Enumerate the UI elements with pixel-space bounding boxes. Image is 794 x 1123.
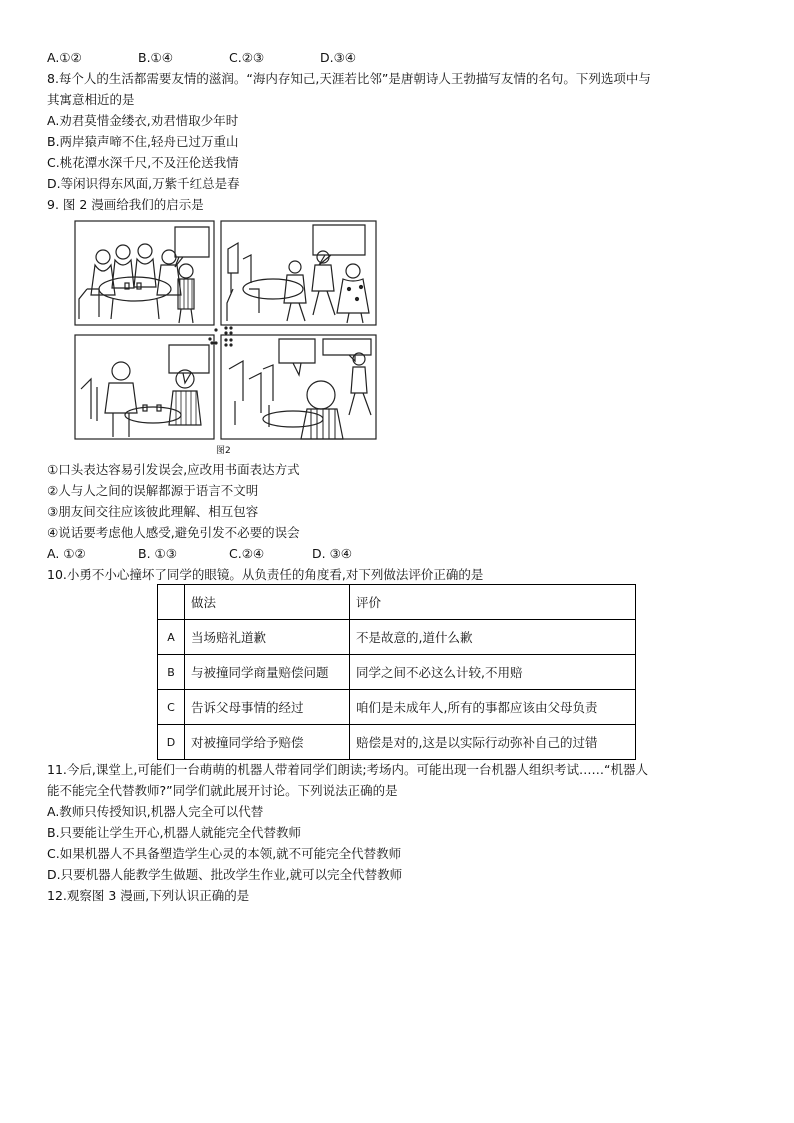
table-cell: 同学之间不必这么计较,不用赔: [350, 655, 636, 690]
q9-option-c: C.②④: [229, 546, 265, 561]
table-cell: 赔偿是对的,这是以实际行动弥补自己的过错: [350, 725, 636, 760]
q9-stem: 9. 图 2 漫画给我们的启示是: [47, 197, 204, 212]
table-row: [158, 690, 636, 725]
table-cell: 当场赔礼道歉: [185, 620, 350, 655]
table-row: [158, 620, 636, 655]
q11-option-c: C.如果机器人不具备塑造学生心灵的本领,就不可能完全代替教师: [47, 846, 402, 861]
q9-option-d: D. ③④: [312, 546, 352, 561]
table-header-cell: 做法: [185, 585, 350, 620]
q8-option-b: B.两岸猿声啼不住,轻舟已过万重山: [47, 134, 239, 149]
q8-stem-line1: 8.每个人的生活都需要友情的滋润。“海内存知己,天涯若比邻”是唐朝诗人王勃描写友情的名句。下列选项中与: [47, 71, 651, 86]
q12-stem: 12.观察图 3 漫画,下列认识正确的是: [47, 888, 250, 903]
comic-panel-3: [75, 335, 214, 439]
table-cell: D: [158, 725, 185, 760]
table-cell: 咱们是未成年人,所有的事都应该由父母负责: [350, 690, 636, 725]
q9-statement-3: ③朋友间交往应该彼此理解、相互包容: [47, 504, 259, 519]
q9-statement-1: ①口头表达容易引发误会,应改用书面表达方式: [47, 462, 300, 477]
q8-stem-line2: 其寓意相近的是: [47, 92, 135, 107]
q7-option-b: B.①④: [138, 50, 173, 65]
table-cell: 不是故意的,道什么歉: [350, 620, 636, 655]
panel-3-drawing: [81, 345, 209, 437]
table-cell: A: [158, 620, 185, 655]
q11-option-a: A.教师只传授知识,机器人完全可以代替: [47, 804, 264, 819]
q8-option-a: A.劝君莫惜金缕衣,劝君惜取少年时: [47, 113, 239, 128]
q10-table: [157, 584, 636, 760]
q11-option-d: D.只要机器人能教学生做题、批改学生作业,就可以完全代替教师: [47, 867, 403, 882]
q9-options: [47, 545, 352, 563]
q11-option-b: B.只要能让学生开心,机器人就能完全代替教师: [47, 825, 302, 840]
panel-2-drawing: [227, 225, 369, 323]
table-row: [158, 725, 636, 760]
comic-panel-4: [221, 335, 376, 439]
table-header-row: [158, 585, 636, 620]
q10-stem: 10.小勇不小心撞坏了同学的眼镜。从负责任的角度看,对下列做法评价正确的是: [47, 567, 484, 582]
table-header-cell: 评价: [350, 585, 636, 620]
q7-option-c: C.②③: [229, 50, 265, 65]
q9-option-a: A. ①②: [47, 546, 86, 561]
panel-4-drawing: [229, 339, 371, 439]
q7-option-d: D.③④: [320, 50, 357, 65]
table-cell: B: [158, 655, 185, 690]
table-cell: 与被撞同学商量赔偿问题: [185, 655, 350, 690]
q9-statement-2: ②人与人之间的误解都源于语言不文明: [47, 483, 259, 498]
table-cell: 对被撞同学给予赔偿: [185, 725, 350, 760]
q11-stem-line1: 11.今后,课堂上,可能们一台萌萌的机器人带着同学们朗读;考场内。可能出现一台机器人组织考试……“机器人: [47, 762, 649, 777]
q7-option-a: A.①②: [47, 50, 82, 65]
q9-statement-4: ④说话要考虑他人感受,避免引发不必要的误会: [47, 525, 300, 540]
table-cell: 告诉父母事情的经过: [185, 690, 350, 725]
comic-panel-2: [221, 221, 376, 325]
q8-option-d: D.等闲识得东风面,万紫千红总是春: [47, 176, 240, 191]
comic-figure-2: [73, 219, 378, 441]
q11-stem-line2: 能不能完全代替教师?”同学们就此展开讨论。下列说法正确的是: [47, 783, 398, 798]
q7-options: [47, 49, 356, 67]
table-row: [158, 655, 636, 690]
table-cell: C: [158, 690, 185, 725]
figure-2-caption: 图2: [216, 446, 231, 456]
panel-1-drawing: [79, 227, 209, 323]
q8-option-c: C.桃花潭水深千尺,不及汪伦送我情: [47, 155, 239, 170]
q9-option-b: B. ①③: [138, 546, 177, 561]
table-header-cell: [158, 585, 185, 620]
